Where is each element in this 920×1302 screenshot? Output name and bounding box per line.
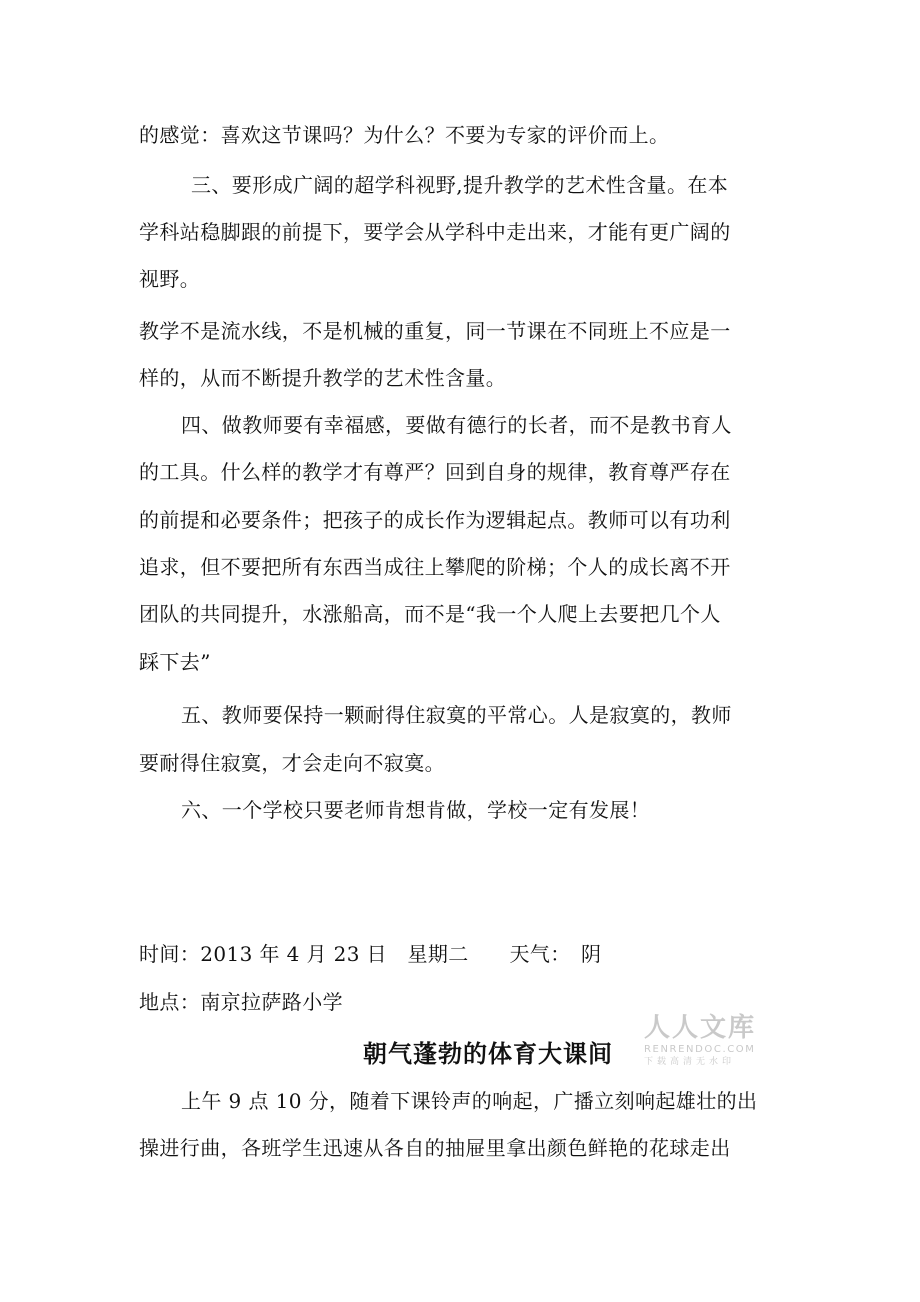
article-title: 朝气蓬勃的体育大课间	[363, 1040, 613, 1068]
paragraph-line: 要耐得住寂寞，才会走向不寂寞。	[139, 751, 445, 775]
article-line: 上午 9 点 10 分，随着下课铃声的响起，广播立刻响起雄壮的出	[181, 1089, 758, 1113]
paragraph-line: 团队的共同提升，水涨船高，而不是“我一个人爬上去要把几个人	[139, 602, 721, 626]
paragraph-line: 追求，但不要把所有东西当成往上攀爬的阶梯；个人的成长离不开	[139, 555, 731, 579]
paragraph-line: 四、做教师要有幸福感，要做有德行的长者，而不是教书育人	[181, 413, 732, 437]
paragraph-line: 的工具。什么样的教学才有尊严？回到自身的规律，教育尊严存在	[139, 460, 731, 484]
paragraph-line: 学科站稳脚跟的前提下，要学会从学科中走出来，才能有更广阔的	[139, 220, 731, 244]
watermark-url-text: RENRENDOC.COM	[644, 1044, 756, 1055]
paragraph-line: 教学不是流水线，不是机械的重复，同一节课在不同班上不应是一	[139, 319, 731, 343]
article-line: 操进行曲，各班学生迅速从各自的抽屉里拿出颜色鲜艳的花球走出	[139, 1136, 731, 1160]
paragraph-line: 五、教师要保持一颗耐得住寂寞的平常心。人是寂寞的，教师	[181, 703, 732, 727]
paragraph-line: 六、一个学校只要老师肯想肯做，学校一定有发展！	[181, 798, 651, 822]
time-weather-line: 时间：2013 年 4 月 23 日 星期二 天气： 阴	[139, 942, 602, 966]
paragraph-line: 三、要形成广阔的超学科视野,提升教学的艺术性含量。在本	[191, 173, 729, 197]
paragraph-line: 踩下去”	[139, 650, 211, 674]
paragraph-line: 的感觉：喜欢这节课吗？为什么？不要为专家的评价而上。	[139, 123, 670, 147]
paragraph-line: 视野。	[139, 267, 201, 291]
watermark-main-text: 人人文库	[644, 1013, 757, 1043]
paragraph-line: 的前提和必要条件；把孩子的成长作为逻辑起点。教师可以有功利	[139, 508, 731, 532]
location-line: 地点：南京拉萨路小学	[139, 990, 343, 1014]
watermark-sub-text: 下载高清无水印	[644, 1057, 736, 1067]
paragraph-line: 样的，从而不断提升教学的艺术性含量。	[139, 366, 507, 390]
